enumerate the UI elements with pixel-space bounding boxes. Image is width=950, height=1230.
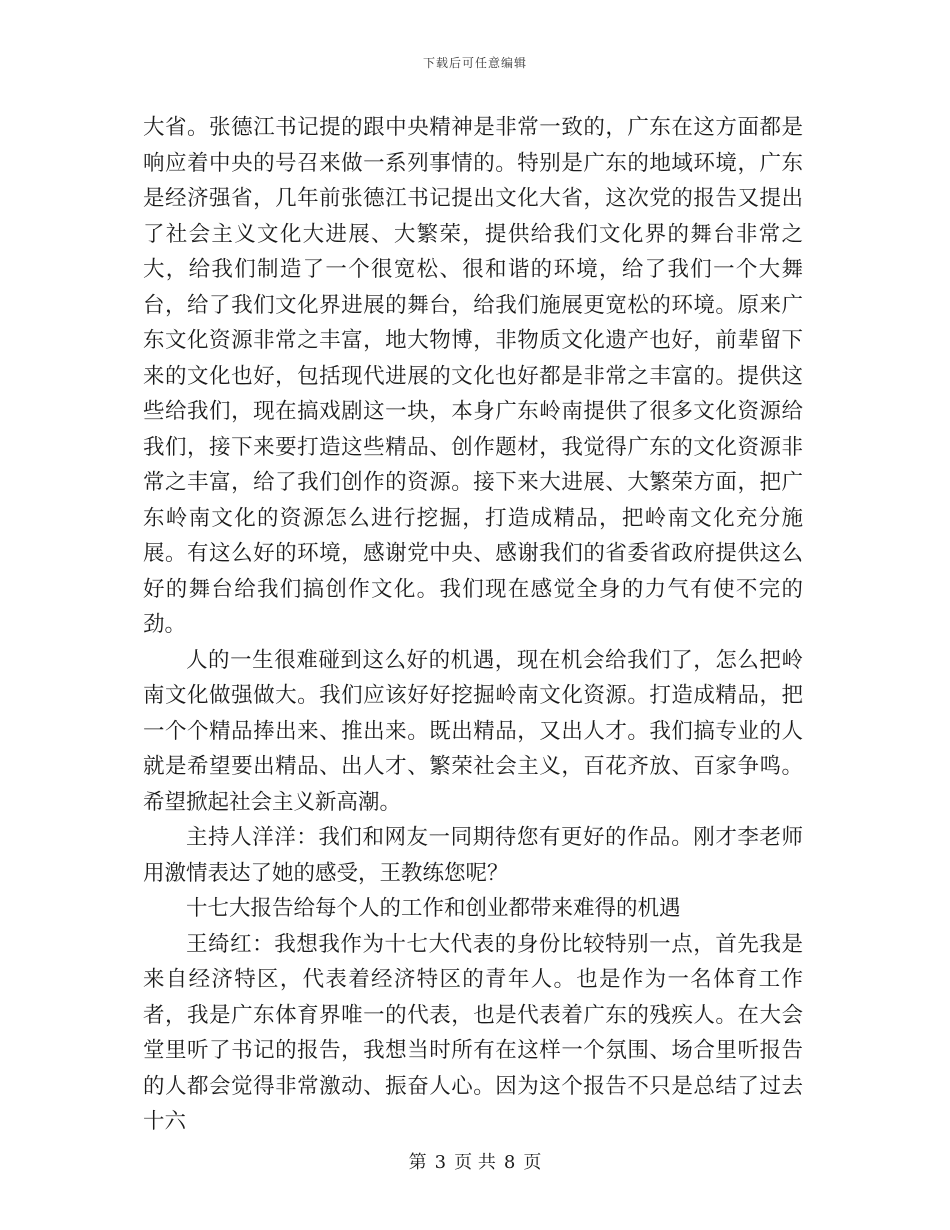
paragraph-3: 主持人洋洋：我们和网友一同期待您有更好的作品。刚才李老师用激情表达了她的感受，王教练您呢？ — [143, 825, 803, 886]
page-footer — [0, 1148, 950, 1174]
paragraph-1: 大省。张德江书记提的跟中央精神是非常一致的，广东在这方面都是响应着中央的号召来做一系列事情的。特别是广东的地域环境，广东是经济强省，几年前张德江书记提出文化大省，这次党的报告又提出了社会主义文化大进展、大繁荣，提供给我们文化界的舞台非常之大，给我们制造了一个很宽松、很和谐的环境，给了我们一个大舞台，给了我们文化界进展的舞台，给我们施展更宽松的环境。原来广东文化资源非常之丰富，地大物博，非物质文化遗产也好，前辈留下来的文化也好，包括现代进展的文化也好都是非常之丰富的。提供这些给我们，现在搞戏剧这一块，本身广东岭南提供了很多文化资源给我们，接下来要打造这些精品、创作题材，我觉得广东的文化资源非常之丰富，给了我们创作的资源。接下来大进展、大繁荣方面，把广东岭南文化的资源怎么进行挖掘，打造成精品，把岭南文化充分施展。有这么好的环境，感谢党中央、感谢我们的省委省政府提供这么好的舞台给我们搞创作文化。我们现在感觉全身的力气有使不完的劲。 — [143, 115, 803, 637]
paragraph-2: 人的一生很难碰到这么好的机遇，现在机会给我们了，怎么把岭南文化做强做大。我们应该好好挖掘岭南文化资源。打造成精品，把一个个精品捧出来、推出来。既出精品，又出人才。我们搞专业的人就是希望要出精品、出人才、繁荣社会主义，百花齐放、百家争鸣。希望掀起社会主义新高潮。 — [143, 647, 803, 815]
footer-total-pages: 8 — [503, 1152, 516, 1173]
footer-page-number: 3 — [434, 1152, 447, 1173]
document-body — [143, 110, 803, 1140]
footer-suffix: 页 — [523, 1152, 542, 1173]
page-header: 下载后可任意编辑 — [422, 56, 527, 70]
footer-middle: 页 共 — [454, 1152, 496, 1173]
paragraph-4: 王绮红：我想我作为十七大代表的身份比较特别一点，首先我是来自经济特区，代表着经济特区的青年人。也是作为一名体育工作者，我是广东体育界唯一的代表，也是代表着广东的残疾人。在大会堂里听了书记的报告，我想当时所有在这样一个氛围、场合里听报告的人都会觉得非常激动、振奋人心。因为这个报告不只是总结了过去十六 — [143, 931, 803, 1134]
footer-prefix: 第 — [408, 1152, 427, 1173]
section-heading: 十七大报告给每个人的工作和创业都带来难得的机遇 — [186, 896, 681, 921]
